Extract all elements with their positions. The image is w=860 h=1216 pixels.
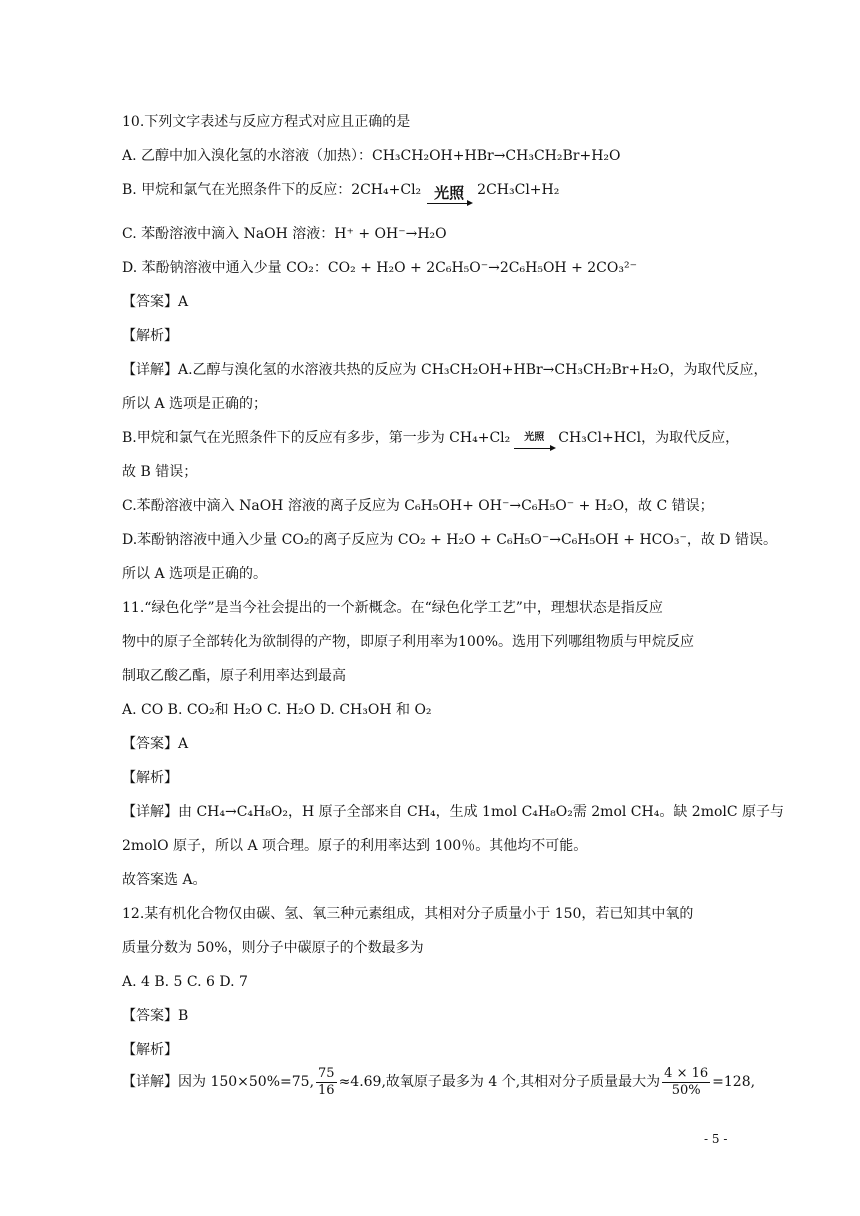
q12-analysis-heading: 【解析】 bbox=[122, 1042, 178, 1058]
q12-detail-text: 【详解】因为 150×50%=75, bbox=[122, 1074, 315, 1090]
fraction-75-over-16 bbox=[316, 1066, 337, 1099]
page-number: - 5 - bbox=[704, 1132, 728, 1146]
q12-detail-middle: ≈4.69,故氧原子最多为 4 个,其相对分子质量最大为 bbox=[338, 1074, 661, 1090]
q10-detail-2: 所以 A 选项是正确的； bbox=[122, 396, 268, 412]
q10-title: 10.下列文字表述与反应方程式对应且正确的是 bbox=[122, 114, 411, 130]
light-condition-arrow bbox=[427, 183, 471, 204]
light-condition-label-small: 光照 bbox=[524, 432, 545, 443]
light-condition-arrow-small bbox=[514, 428, 554, 449]
q11-analysis-heading: 【解析】 bbox=[122, 770, 178, 786]
q10-detail-3 bbox=[122, 428, 739, 449]
q10-detail-4: 故 B 错误； bbox=[122, 464, 198, 480]
q10-analysis-heading: 【解析】 bbox=[122, 328, 178, 344]
q10-detail-7: 所以 A 选项是正确的。 bbox=[122, 566, 268, 582]
fraction-denominator: 50% bbox=[671, 1082, 701, 1098]
q11-title-1: 11.“绿色化学”是当今社会提出的一个新概念。在“绿色化学工艺”中，理想状态是指反应 bbox=[122, 600, 663, 616]
q11-detail-1: 【详解】由 CH₄→C₄H₈O₂，H 原子全部来自 CH₄，生成 1mol C₄H₈O₂需 2mol CH₄。缺 2molC 原子与 bbox=[122, 804, 785, 820]
q11-title-3: 制取乙酸乙酯，原子利用率达到最高 bbox=[122, 668, 346, 684]
q10-option-b-text: B. 甲烷和氯气在光照条件下的反应：2CH₄+Cl₂ bbox=[122, 182, 422, 198]
q11-title-2: 物中的原子全部转化为欲制得的产物，即原子利用率为100%。选用下列哪组物质与甲烷反应 bbox=[122, 634, 695, 650]
q10-option-a-equation: CH₃CH₂OH+HBr→CH₃CH₂Br+H₂O bbox=[372, 148, 621, 164]
q11-options: A. CO B. CO₂和 H₂O C. H₂O D. CH₃OH 和 O₂ bbox=[122, 702, 432, 718]
q10-option-a-text: A. 乙醇中加入溴化氢的水溶液（加热）： bbox=[122, 148, 373, 164]
q10-detail-1: 【详解】A.乙醇与溴化氢的水溶液共热的反应为 CH₃CH₂OH+HBr→CH₃CH₂Br+H₂O，为取代反应， bbox=[122, 362, 768, 378]
q12-title-1: 12.某有机化合物仅由碳、氢、氧三种元素组成，其相对分子质量小于 150，若已知其中氧的 bbox=[122, 906, 694, 922]
q10-option-a bbox=[122, 146, 621, 166]
q11-detail-2: 2molO 原子，所以 A 项合理。原子的利用率达到 100％。其他均不可能。 bbox=[122, 838, 588, 854]
fraction-denominator: 16 bbox=[318, 1082, 335, 1098]
q12-answer: 【答案】B bbox=[122, 1008, 189, 1024]
q10-option-d: D. 苯酚钠溶液中通入少量 CO₂：CO₂ + H₂O + 2C₆H₅O⁻→2C₆H₅OH + 2CO₃²⁻ bbox=[122, 260, 637, 276]
q12-detail bbox=[122, 1064, 755, 1100]
q11-detail-3: 故答案选 A。 bbox=[122, 872, 207, 888]
q10-detail-6: D.苯酚钠溶液中通入少量 CO₂的离子反应为 CO₂ + H₂O + C₆H₅O⁻→C₆H₅OH + HCO₃⁻，故 D 错误。 bbox=[122, 532, 777, 548]
q12-options: A. 4 B. 5 C. 6 D. 7 bbox=[122, 974, 248, 990]
q10-option-c: C. 苯酚溶液中滴入 NaOH 溶液：H⁺ + OH⁻→H₂O bbox=[122, 226, 447, 242]
light-condition-label: 光照 bbox=[434, 184, 465, 202]
q11-answer: 【答案】A bbox=[122, 736, 189, 752]
q10-answer: 【答案】A bbox=[122, 294, 189, 310]
fraction-numerator: 4 × 16 bbox=[664, 1065, 709, 1081]
q10-detail-5: C.苯酚溶液中滴入 NaOH 溶液的离子反应为 C₆H₅OH+ OH⁻→C₆H₅O⁻ + H₂O，故 C 错误； bbox=[122, 498, 714, 514]
q10-option-b-product: 2CH₃Cl+H₂ bbox=[477, 182, 560, 198]
q12-title-2: 质量分数为 50%，则分子中碳原子的个数最多为 bbox=[122, 940, 424, 956]
fraction-mass bbox=[662, 1066, 710, 1099]
fraction-numerator: 75 bbox=[318, 1065, 335, 1081]
q10-option-b bbox=[122, 180, 559, 204]
q10-detail-3-rest: CH₃Cl+HCl，为取代反应， bbox=[558, 430, 740, 446]
q12-detail-end: =128, bbox=[712, 1074, 756, 1090]
q10-detail-3-text: B.甲烷和氯气在光照条件下的反应有多步，第一步为 CH₄+Cl₂ bbox=[122, 430, 511, 446]
